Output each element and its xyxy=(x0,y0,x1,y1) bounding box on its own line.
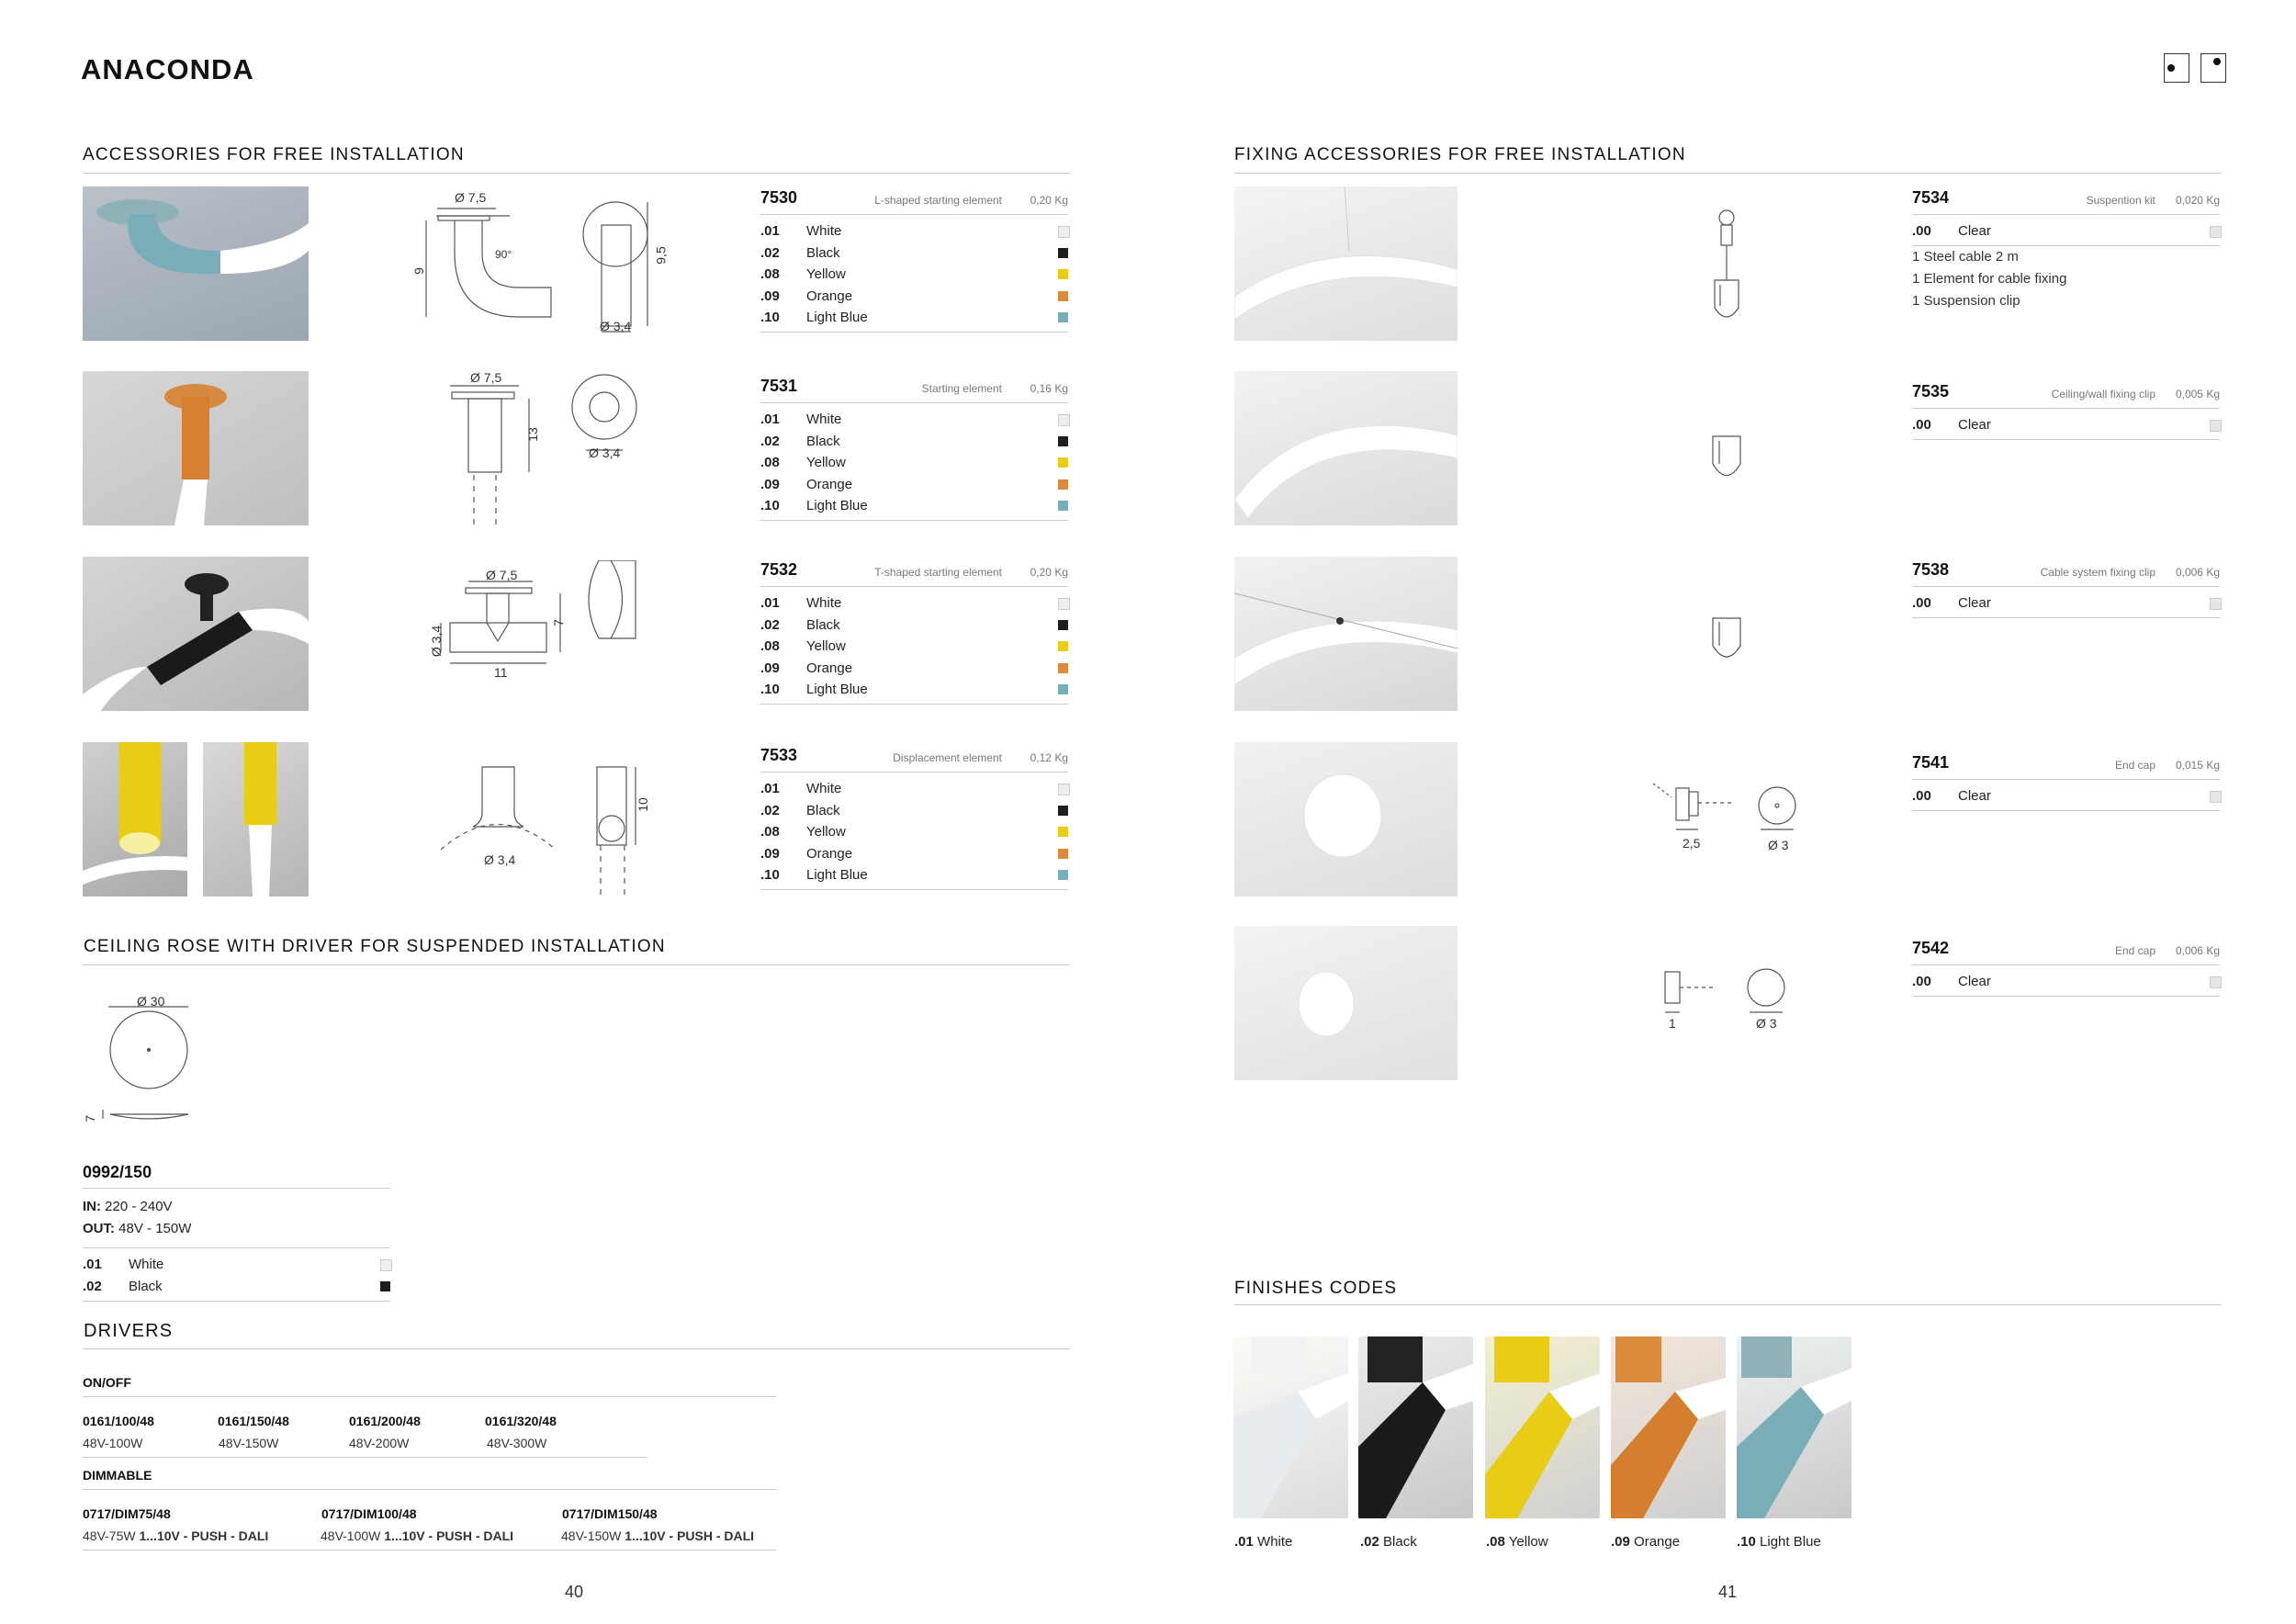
divider xyxy=(83,1348,1070,1349)
layout-toggle-right-icon[interactable] xyxy=(2200,53,2226,83)
product-code: 7535 xyxy=(1912,382,1950,400)
swatch-white xyxy=(1058,226,1070,238)
rose-in-value: 220 - 240V xyxy=(105,1199,173,1214)
photo-7534 xyxy=(1234,186,1458,341)
finish-row: .01 White xyxy=(760,223,842,239)
driver-code: 0161/200/48 xyxy=(349,1414,421,1428)
finish-code-label: .09 Orange xyxy=(1611,1534,1681,1550)
swatch-clear xyxy=(2210,598,2222,610)
divider xyxy=(1912,964,2220,965)
divider xyxy=(83,1247,390,1248)
finish-row: .02 Black xyxy=(760,802,840,818)
divider xyxy=(1912,996,2220,997)
finishes-codes-title: FINISHES CODES xyxy=(1234,1279,1398,1298)
kit-note: 1 Suspension clip xyxy=(1912,293,2020,309)
divider xyxy=(1234,1304,2222,1305)
divider xyxy=(1912,617,2220,618)
finish-code-label: .02 Black xyxy=(1360,1534,1417,1550)
fixing-title: FIXING ACCESSORIES FOR FREE INSTALLATION xyxy=(1234,145,1686,164)
divider xyxy=(83,1489,776,1490)
finish-row: .01 White xyxy=(760,781,842,796)
finish-photo-light-blue xyxy=(1737,1336,1851,1518)
finish-row: .02 Black xyxy=(760,616,840,633)
finish-photo-white xyxy=(1233,1336,1348,1518)
finish-row: .09 Orange xyxy=(760,845,853,862)
divider xyxy=(83,1396,776,1397)
drawing-7533 xyxy=(432,762,670,900)
drawing-7531 xyxy=(441,372,661,528)
drawing-7535 xyxy=(1708,432,1745,487)
photo-7541 xyxy=(1234,742,1458,897)
divider xyxy=(1912,586,2220,587)
finish-row: .08 Yellow xyxy=(760,266,846,282)
finish-row: .10 Light Blue xyxy=(760,310,868,325)
swatch-yellow xyxy=(1058,269,1068,279)
finish-photo-yellow xyxy=(1485,1336,1600,1518)
product-description: End cap xyxy=(2114,759,2155,772)
swatch-black xyxy=(1058,248,1068,258)
brand-title: ANACONDA xyxy=(81,53,254,85)
divider xyxy=(83,1301,390,1302)
swatch-lightblue xyxy=(1058,312,1068,322)
photo-7531 xyxy=(83,371,309,525)
swatch-black xyxy=(1058,436,1068,446)
drawing-ceiling-rose xyxy=(83,990,202,1128)
swatch-yellow xyxy=(1058,457,1068,468)
divider xyxy=(1912,810,2220,811)
swatch-black xyxy=(1058,620,1068,630)
dim-7530-b: 90° xyxy=(495,248,512,261)
finish-row: .01 White xyxy=(760,412,842,427)
rose-out xyxy=(83,1221,191,1236)
driver-code: 0161/320/48 xyxy=(485,1414,557,1428)
driver-code: 0717/DIM75/48 xyxy=(83,1506,171,1521)
rose-code: 0992/150 xyxy=(83,1163,152,1181)
driver-value: 48V-200W xyxy=(349,1436,410,1450)
drawing-7538 xyxy=(1708,611,1745,666)
rose-out-value: 48V - 150W xyxy=(118,1221,192,1236)
dim-7531-a: Ø 7,5 xyxy=(470,370,502,385)
product-code: 7542 xyxy=(1912,939,1950,957)
dim-7531-b: 13 xyxy=(524,427,540,442)
dim-7530-c: 9 xyxy=(411,267,426,275)
divider xyxy=(83,964,1070,965)
divider xyxy=(1912,408,2220,409)
finish-row: .00 Clear xyxy=(1912,595,1991,611)
driver-value: 48V-150W 1...10V - PUSH - DALI xyxy=(561,1528,755,1543)
driver-value: 48V-300W xyxy=(487,1436,547,1450)
product-weight: 0,006 Kg xyxy=(2175,566,2220,579)
driver-value: 48V-75W 1...10V - PUSH - DALI xyxy=(83,1528,269,1543)
swatch-white xyxy=(380,1259,392,1271)
swatch-white xyxy=(1058,414,1070,426)
dim-rose-h: 7 xyxy=(82,1115,97,1122)
dim-rose-diam: Ø 30 xyxy=(137,994,165,1009)
product-code: 7530 xyxy=(760,188,798,207)
divider xyxy=(83,1457,647,1458)
driver-value: 48V-150W xyxy=(219,1436,279,1450)
finish-code-label: .01 White xyxy=(1234,1534,1293,1550)
finish-row: .08 Yellow xyxy=(760,824,846,840)
finish-row: .02 Black xyxy=(760,433,840,449)
divider xyxy=(760,586,1068,587)
product-weight: 0,020 Kg xyxy=(2175,194,2220,207)
swatch-white xyxy=(1058,784,1070,795)
finish-photo-black xyxy=(1358,1336,1473,1518)
finish-row: .10 Light Blue xyxy=(760,498,868,513)
finish-code-label: .10 Light Blue xyxy=(1737,1534,1821,1550)
finish-row: .09 Orange xyxy=(760,288,853,304)
page-number-left: 40 xyxy=(565,1583,584,1601)
product-weight: 0,20 Kg xyxy=(1030,566,1068,579)
photo-7532 xyxy=(83,557,309,711)
product-weight: 0,20 Kg xyxy=(1030,194,1068,207)
product-code: 7533 xyxy=(760,746,798,764)
product-description: Ceiling/wall fixing clip xyxy=(2051,388,2155,400)
product-code: 7538 xyxy=(1912,560,1950,579)
swatch-clear xyxy=(2210,420,2222,432)
rose-finish-row: .01 White xyxy=(83,1257,164,1272)
drivers-title: DRIVERS xyxy=(84,1321,174,1341)
dim-7530-d: 9,5 xyxy=(653,246,669,265)
swatch-yellow xyxy=(1058,641,1068,651)
dim-7530-e: Ø 3,4 xyxy=(600,319,632,333)
dim-7532-d: 11 xyxy=(494,665,508,680)
accessories-title: ACCESSORIES FOR FREE INSTALLATION xyxy=(83,145,465,164)
product-weight: 0,16 Kg xyxy=(1030,382,1068,395)
finish-row: .01 White xyxy=(760,595,842,611)
finish-row: .00 Clear xyxy=(1912,974,1991,989)
swatch-orange xyxy=(1058,663,1068,673)
dim-7532-c: 7 xyxy=(550,619,566,626)
finish-row: .09 Orange xyxy=(760,660,853,676)
drawing-7542 xyxy=(1658,964,1805,1020)
product-weight: 0,015 Kg xyxy=(2175,759,2220,772)
dim-7533-b: 10 xyxy=(635,797,650,812)
swatch-orange xyxy=(1058,849,1068,859)
driver-code: 0717/DIM100/48 xyxy=(321,1506,417,1521)
product-description: Starting element xyxy=(921,382,1002,395)
divider xyxy=(1912,245,2220,246)
finish-row: .08 Yellow xyxy=(760,455,846,470)
driver-code: 0161/100/48 xyxy=(83,1414,154,1428)
product-weight: 0,005 Kg xyxy=(2175,388,2220,400)
finish-row: .08 Yellow xyxy=(760,638,846,654)
kit-note: 1 Element for cable fixing xyxy=(1912,271,2067,287)
finish-row: .00 Clear xyxy=(1912,788,1991,804)
dim-7530-a: Ø 7,5 xyxy=(455,190,487,205)
swatch-clear xyxy=(2210,226,2222,238)
product-weight: 0,006 Kg xyxy=(2175,944,2220,957)
dim-7542-a: 1 xyxy=(1669,1016,1676,1031)
divider xyxy=(1912,779,2220,780)
swatch-lightblue xyxy=(1058,684,1068,694)
divider xyxy=(760,402,1068,403)
rose-finish-row: .02 Black xyxy=(83,1279,163,1294)
finish-photo-orange xyxy=(1611,1336,1726,1518)
finish-row: .00 Clear xyxy=(1912,223,1991,239)
product-description: Displacement element xyxy=(893,751,1002,764)
finish-row: .02 Black xyxy=(760,244,840,261)
divider xyxy=(760,520,1068,521)
swatch-lightblue xyxy=(1058,501,1068,511)
divider xyxy=(760,704,1068,705)
rose-out-label: OUT: xyxy=(83,1221,115,1236)
driver-value: 48V-100W xyxy=(83,1436,143,1450)
finish-row: .09 Orange xyxy=(760,476,853,492)
finish-code-label: .08 Yellow xyxy=(1486,1534,1548,1550)
swatch-lightblue xyxy=(1058,870,1068,880)
photo-7533-a xyxy=(83,742,187,897)
swatch-clear xyxy=(2210,791,2222,803)
product-code: 7532 xyxy=(760,560,798,579)
divider xyxy=(83,173,1070,174)
swatch-white xyxy=(1058,598,1070,610)
dimmable-label: DIMMABLE xyxy=(83,1468,152,1483)
ceiling-rose-title: CEILING ROSE WITH DRIVER FOR SUSPENDED INSTALLATION xyxy=(84,937,666,956)
swatch-black xyxy=(380,1281,390,1291)
divider xyxy=(1912,439,2220,440)
photo-7535 xyxy=(1234,371,1458,525)
driver-value: 48V-100W 1...10V - PUSH - DALI xyxy=(321,1528,514,1543)
swatch-black xyxy=(1058,806,1068,816)
swatch-orange xyxy=(1058,479,1068,490)
divider xyxy=(760,214,1068,215)
rose-in-label: IN: xyxy=(83,1199,101,1214)
divider xyxy=(760,889,1068,890)
product-code: 7534 xyxy=(1912,188,1950,207)
dim-7532-a: Ø 7,5 xyxy=(486,568,518,582)
drawing-7541 xyxy=(1649,779,1805,843)
driver-code: 0717/DIM150/48 xyxy=(562,1506,658,1521)
finish-row: .10 Light Blue xyxy=(760,682,868,697)
product-description: End cap xyxy=(2114,944,2155,957)
page-number-right: 41 xyxy=(1718,1583,1738,1601)
rose-in xyxy=(83,1199,173,1214)
product-description: L-shaped starting element xyxy=(874,194,1002,207)
dim-7541-b: Ø 3 xyxy=(1768,838,1789,852)
drawing-7534 xyxy=(1704,207,1750,335)
product-code: 7541 xyxy=(1912,753,1950,772)
product-description: Cable system fixing clip xyxy=(2040,566,2155,579)
dim-7541-a: 2,5 xyxy=(1683,836,1701,851)
finish-row: .10 Light Blue xyxy=(760,867,868,883)
photo-7538 xyxy=(1234,557,1458,711)
divider xyxy=(83,1550,776,1551)
product-description: Suspention kit xyxy=(2086,194,2155,207)
swatch-orange xyxy=(1058,291,1068,301)
divider xyxy=(1234,173,2222,174)
dim-7532-b: Ø 3,4 xyxy=(429,625,445,658)
dim-7533-a: Ø 3,4 xyxy=(484,852,516,867)
swatch-clear xyxy=(2210,976,2222,988)
photo-7530 xyxy=(83,186,309,341)
divider xyxy=(760,332,1068,333)
divider xyxy=(760,772,1068,773)
driver-code: 0161/150/48 xyxy=(218,1414,289,1428)
onoff-label: ON/OFF xyxy=(83,1375,131,1390)
divider xyxy=(83,1188,390,1189)
swatch-yellow xyxy=(1058,827,1068,837)
kit-note: 1 Steel cable 2 m xyxy=(1912,249,2019,265)
drawing-7532 xyxy=(422,560,670,680)
dim-7542-b: Ø 3 xyxy=(1756,1016,1777,1031)
divider xyxy=(1912,214,2220,215)
dim-7531-c: Ø 3,4 xyxy=(589,445,621,460)
photo-7542 xyxy=(1234,926,1458,1080)
product-weight: 0,12 Kg xyxy=(1030,751,1068,764)
product-description: T-shaped starting element xyxy=(874,566,1002,579)
product-code: 7531 xyxy=(760,377,798,395)
finish-row: .00 Clear xyxy=(1912,417,1991,433)
photo-7533-b xyxy=(203,742,309,897)
layout-toggle-left-icon[interactable] xyxy=(2164,53,2189,83)
